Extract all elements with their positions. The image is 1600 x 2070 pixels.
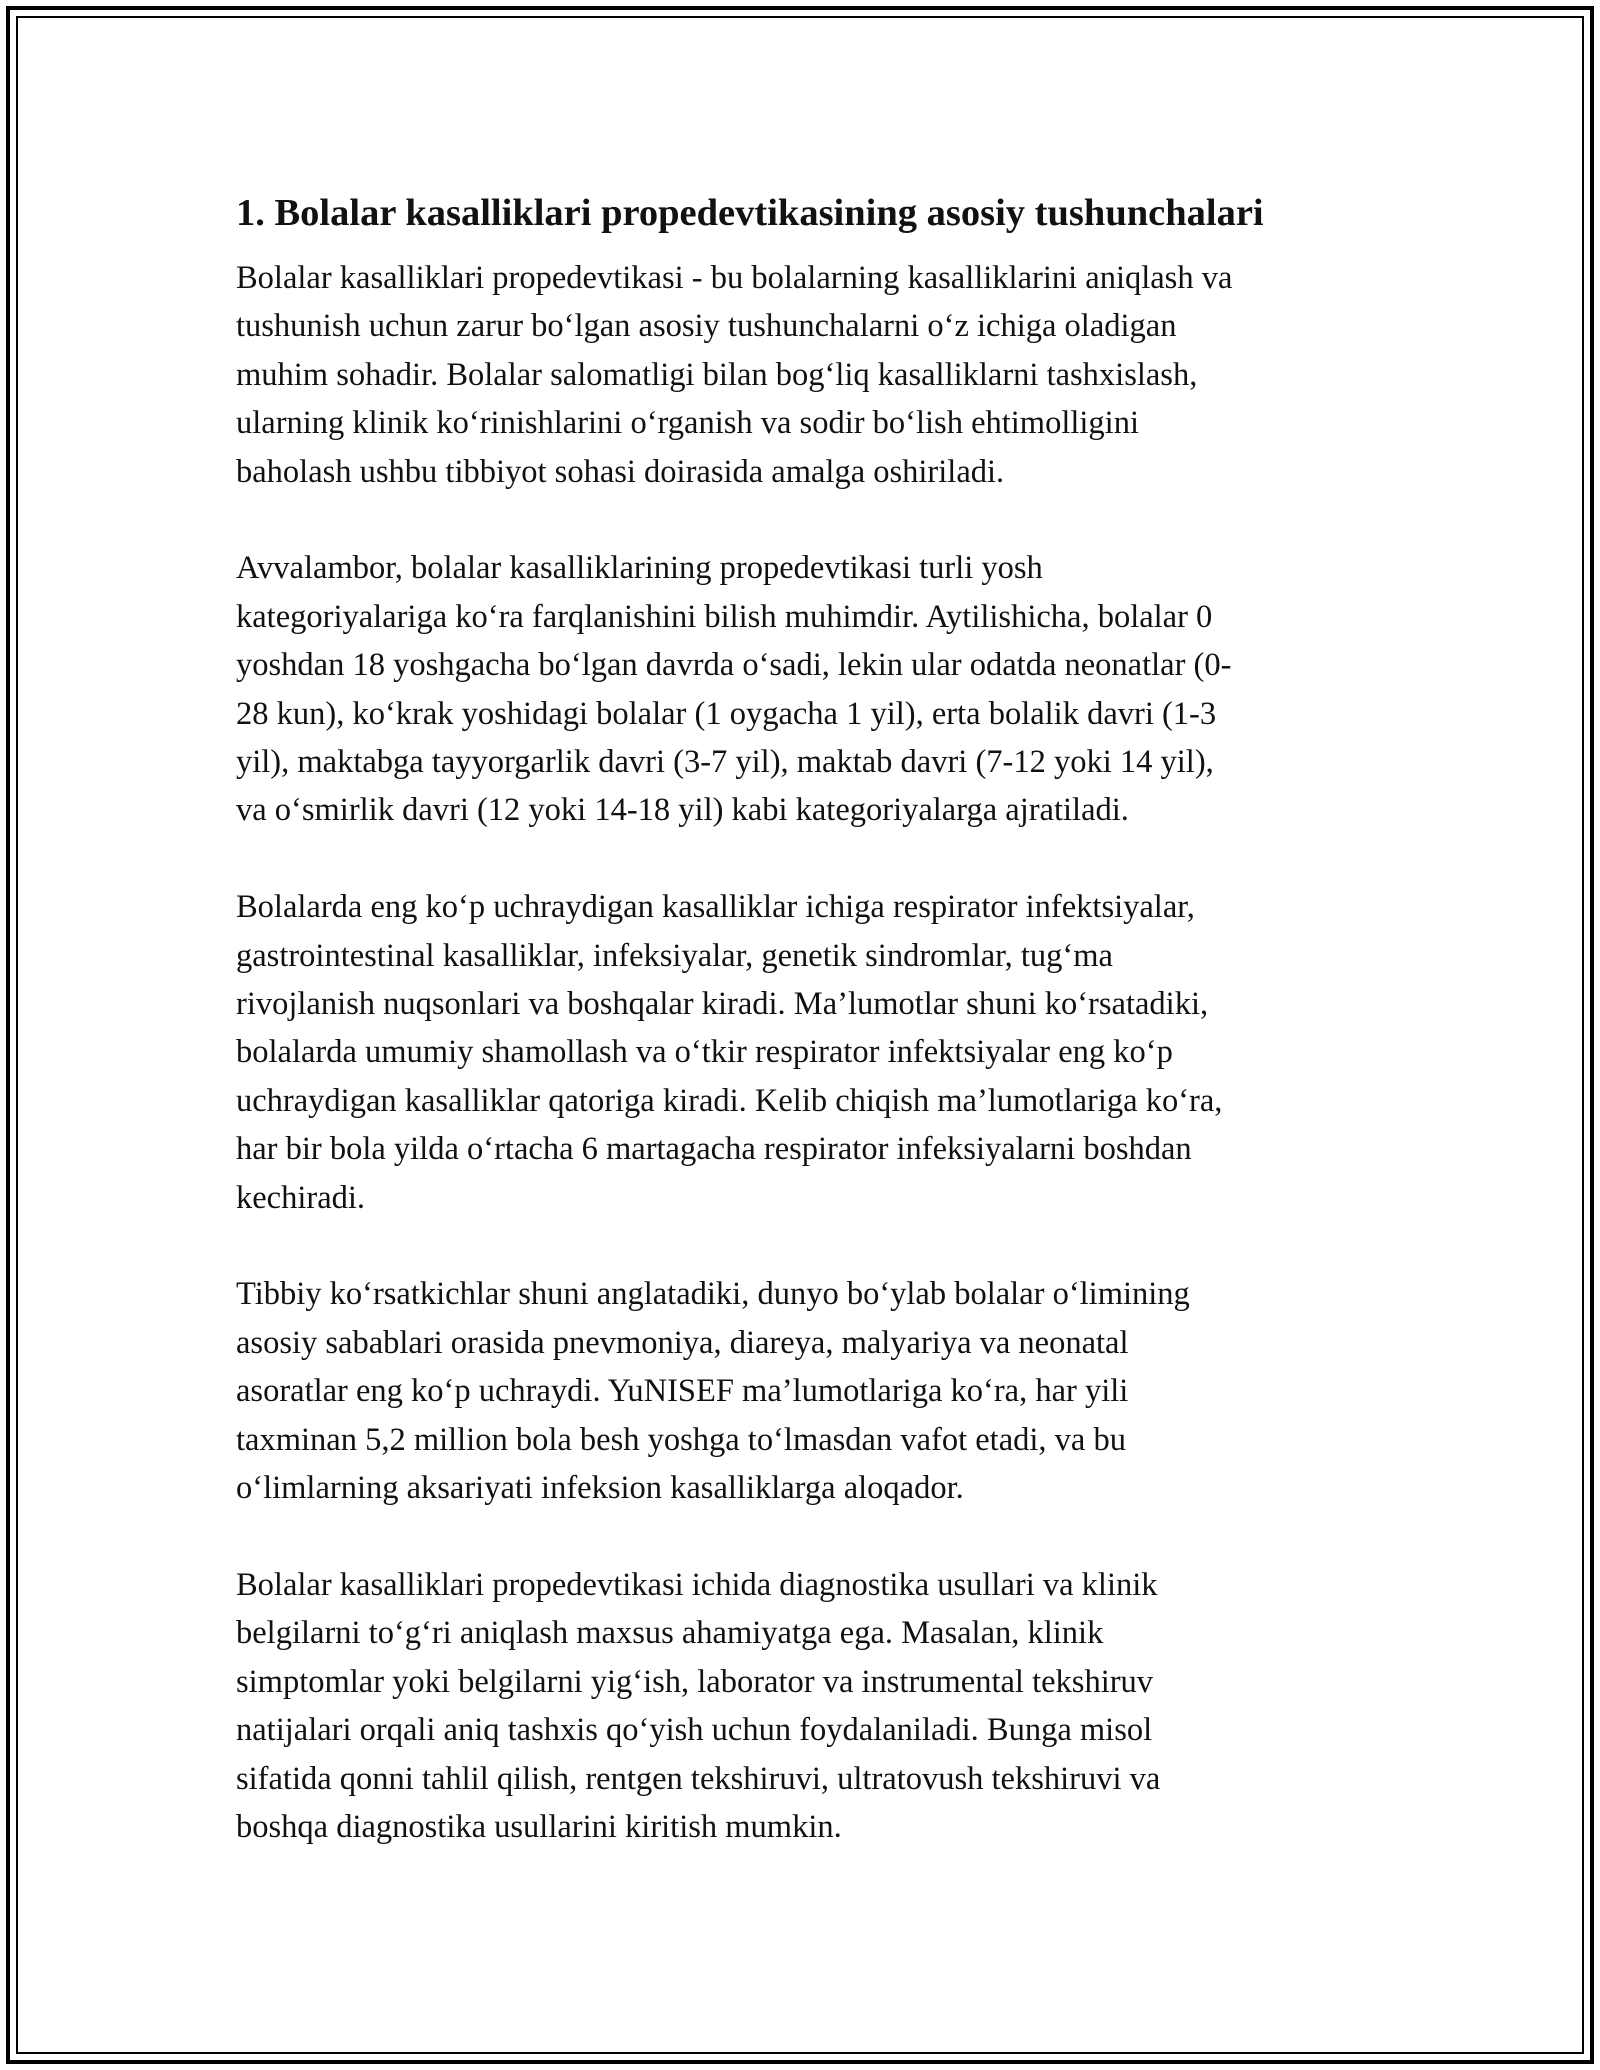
paragraph-diagnostics: Bolalar kasalliklari propedevtikasi ichida diagnostika usullari va klinik belgilarni to‘g‘ri aniqlash maxsus ahamiyatga ega. Masalan, klinik simptomlar yoki belgilarni yig‘ish, laborator va instrumental tekshiruv natijalari orqali aniq tashxis qo‘yish uchun foydalaniladi. Bunga misol sifatida qonni tahlil qilish, rentgen tekshiruvi, ultratovush tekshiruvi va boshqa diagnostika usullarini kiritish mumkin. bbox=[236, 1566, 1161, 1845]
paragraph-introduction: Bolalar kasalliklari propedevtikasi - bu bolalarning kasalliklarini aniqlash va tushunish uchun zarur bo‘lgan asosiy tushunchalarni o‘z ichiga oladigan muhim sohadir. Bolalar salomatligi bilan bog‘liq kasalliklarni tashxislash, ularning klinik ko‘rinishlarini o‘rganish va sodir bo‘lish ehtimolligini baholash ushbu tibbiyot sohasi doirasida amalga oshiriladi. bbox=[236, 260, 1233, 490]
paragraph-common-diseases: Bolalarda eng ko‘p uchraydigan kasalliklar ichiga respirator infektsiyalar, gastrointestinal kasalliklar, infeksiyalar, genetik sindromlar, tug‘ma rivojlanish nuqsonlari va boshqalar kiradi. Ma’lumotlar shuni ko‘rsatadiki, bolalarda umumiy shamollash va o‘tkir respirator infektsiyalar eng ko‘p uchraydigan kasalliklar qatoriga kiradi. Kelib chiqish ma’lumotlariga ko‘ra, har bir bola yilda o‘rtacha 6 martagacha respirator infeksiyalarni boshdan kechiradi. bbox=[236, 889, 1223, 1216]
section-title: 1. Bolalar kasalliklari propedevtikasining asosiy tushunchalari bbox=[236, 192, 1264, 234]
paragraph-age-categories: Avvalambor, bolalar kasalliklarining propedevtikasi turli yosh kategoriyalariga ko‘ra farqlanishini bilish muhimdir. Aytilishicha, bolalar 0 yoshdan 18 yoshgacha bo‘lgan davrda o‘sadi, lekin ular odatda neonatlar (0- 28 kun), ko‘krak yoshidagi bolalar (1 oygacha 1 yil), erta bolalik davri (1-3 yil), maktabga tayyorgarlik davri (3-7 yil), maktab davri (7-12 yoki 14 yil), va o‘smirlik davri (12 yoki 14-18 yil) kabi kategoriyalarga ajratiladi. bbox=[236, 550, 1232, 829]
paragraph-mortality-causes: Tibbiy ko‘rsatkichlar shuni anglatadiki, dunyo bo‘ylab bolalar o‘limining asosiy sabablari orasida pnevmoniya, diareya, malyariya va neonatal asoratlar eng ko‘p uchraydi. YuNISEF ma’lumotlariga ko‘ra, har yili taxminan 5,2 million bola besh yoshga to‘lmasdan vafot etadi, va bu o‘limlarning aksariyati infeksion kasalliklarga aloqador. bbox=[236, 1276, 1190, 1507]
document-body bbox=[236, 186, 1364, 1900]
